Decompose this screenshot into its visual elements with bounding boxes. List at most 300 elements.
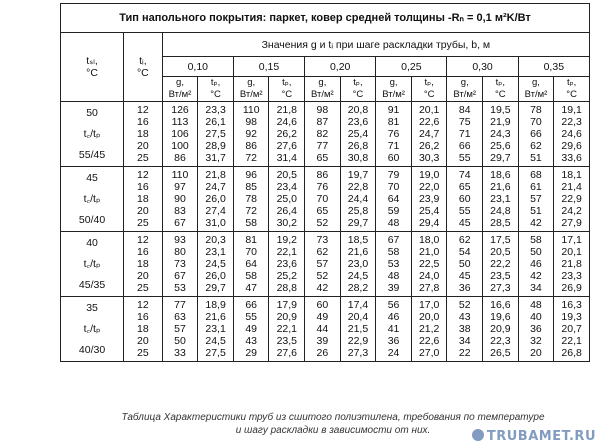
g-value: 50 bbox=[458, 258, 471, 270]
g-value: 106 bbox=[171, 128, 189, 140]
t-value: 24,3 bbox=[490, 128, 511, 140]
ts-group-cell bbox=[61, 167, 124, 232]
g-value: 79 bbox=[387, 169, 400, 181]
ts-group-cell bbox=[61, 102, 124, 167]
t-stack bbox=[554, 297, 589, 361]
g-value: 100 bbox=[171, 140, 189, 152]
unit-g-unit: Вт/м² bbox=[239, 89, 263, 100]
t-value: 22,1 bbox=[561, 335, 582, 347]
g-value: 32 bbox=[530, 335, 542, 347]
t-value: 26,4 bbox=[276, 205, 297, 217]
g-value: 64 bbox=[387, 193, 400, 205]
table-caption: Таблица Характеристики труб из сшитого полиэтилена, требования по температуре и шагу раскладки в зависимости от них. bbox=[121, 412, 545, 436]
t-values-cell bbox=[411, 232, 447, 297]
spacing-header: 0,25 bbox=[376, 57, 447, 77]
t-value: 18,1 bbox=[561, 169, 582, 181]
t-value: 24,2 bbox=[561, 205, 582, 217]
t-value: 22,6 bbox=[418, 116, 440, 128]
t-values-cell bbox=[198, 232, 234, 297]
g-value: 62 bbox=[530, 140, 542, 152]
t-value: 22,8 bbox=[347, 181, 369, 193]
g-stack bbox=[234, 297, 269, 361]
t-value: 23,5 bbox=[276, 335, 297, 347]
table-row bbox=[61, 167, 590, 232]
g-value: 66 bbox=[458, 140, 471, 152]
tf-label: t꜀/tₚ bbox=[83, 258, 101, 270]
g-value: 74 bbox=[458, 169, 471, 181]
t-value: 24,5 bbox=[205, 335, 226, 347]
g-value: 78 bbox=[530, 104, 542, 116]
t-value: 25,4 bbox=[418, 205, 440, 217]
t-value: 29,7 bbox=[205, 282, 226, 294]
t-value: 27,5 bbox=[205, 347, 226, 359]
unit-g-unit: Вт/м² bbox=[382, 89, 405, 100]
t-value: 23,4 bbox=[276, 181, 297, 193]
g-value: 36 bbox=[530, 323, 542, 335]
t-value: 29,4 bbox=[418, 217, 440, 229]
t-stack bbox=[269, 102, 304, 166]
unit-t-symbol: tₚ, bbox=[566, 77, 577, 88]
unit-t-header bbox=[269, 77, 305, 102]
g-value: 34 bbox=[458, 335, 471, 347]
t-value: 27,8 bbox=[418, 282, 440, 294]
g-value: 51 bbox=[530, 152, 542, 164]
unit-t-unit: °C bbox=[495, 89, 506, 100]
t-stack bbox=[554, 102, 589, 166]
ts-value: 35 bbox=[86, 302, 98, 314]
t-stack bbox=[483, 167, 518, 231]
g-value: 87 bbox=[316, 116, 329, 128]
g-values-cell bbox=[376, 232, 412, 297]
unit-g-unit: Вт/м² bbox=[524, 89, 548, 100]
t-value: 27,0 bbox=[418, 347, 440, 359]
t-value: 24,8 bbox=[490, 205, 511, 217]
t-value: 24,5 bbox=[347, 270, 369, 282]
ti-value: 12 bbox=[137, 104, 149, 116]
t-value: 16,3 bbox=[561, 299, 582, 311]
unit-g-symbol: g, bbox=[389, 77, 398, 88]
ti-value: 20 bbox=[137, 270, 149, 282]
t-value: 26,9 bbox=[561, 282, 582, 294]
g-value: 52 bbox=[458, 299, 471, 311]
g-stack bbox=[234, 232, 269, 296]
t-value: 19,5 bbox=[490, 104, 511, 116]
ratio-value: 40/30 bbox=[78, 344, 106, 356]
g-value: 48 bbox=[530, 299, 542, 311]
g-stack bbox=[376, 297, 411, 361]
unit-g-header bbox=[376, 77, 412, 102]
g-value: 60 bbox=[387, 152, 400, 164]
t-value: 18,5 bbox=[347, 234, 369, 246]
ti-stack bbox=[124, 167, 162, 231]
t-stack bbox=[341, 102, 376, 166]
t-value: 22,3 bbox=[490, 335, 511, 347]
table-row bbox=[61, 102, 590, 167]
g-value: 110 bbox=[242, 104, 260, 116]
tf-label: t꜀/tₚ bbox=[83, 323, 101, 335]
t-value: 23,6 bbox=[276, 258, 297, 270]
g-stack bbox=[163, 167, 198, 231]
g-value: 62 bbox=[316, 246, 329, 258]
t-value: 28,5 bbox=[490, 217, 511, 229]
g-value: 77 bbox=[316, 140, 329, 152]
g-values-cell bbox=[162, 167, 198, 232]
g-value: 58 bbox=[387, 246, 400, 258]
t-value: 29,6 bbox=[561, 140, 582, 152]
g-value: 65 bbox=[458, 181, 471, 193]
t-value: 19,6 bbox=[490, 311, 511, 323]
t-stack bbox=[198, 102, 233, 166]
t-values-cell bbox=[269, 232, 305, 297]
g-value: 58 bbox=[530, 234, 542, 246]
g-value: 57 bbox=[530, 193, 542, 205]
t-stack bbox=[554, 167, 589, 231]
g-value: 45 bbox=[458, 270, 471, 282]
g-value: 53 bbox=[174, 282, 186, 294]
g-value: 55 bbox=[458, 205, 471, 217]
g-value: 64 bbox=[245, 258, 258, 270]
unit-g-header bbox=[233, 77, 269, 102]
t-value: 25,8 bbox=[347, 205, 369, 217]
t-value: 26,0 bbox=[205, 270, 226, 282]
g-value: 67 bbox=[387, 234, 400, 246]
t-value: 29,7 bbox=[490, 152, 511, 164]
g-values-cell bbox=[233, 102, 269, 167]
t-values-cell bbox=[198, 297, 234, 362]
unit-g-header bbox=[305, 77, 341, 102]
t-stack bbox=[412, 102, 447, 166]
ti-stack bbox=[124, 297, 162, 361]
ts-group-cell bbox=[61, 297, 124, 362]
g-values-cell bbox=[162, 297, 198, 362]
t-stack bbox=[412, 297, 447, 361]
g-value: 91 bbox=[387, 104, 400, 116]
ti-value: 16 bbox=[137, 311, 149, 323]
g-value: 29 bbox=[245, 347, 258, 359]
t-value: 28,8 bbox=[276, 282, 297, 294]
g-value: 65 bbox=[316, 152, 329, 164]
ti-header bbox=[124, 33, 163, 102]
t-value: 28,2 bbox=[347, 282, 369, 294]
t-value: 17,5 bbox=[490, 234, 511, 246]
g-value: 63 bbox=[174, 311, 186, 323]
t-value: 21,0 bbox=[418, 246, 440, 258]
g-value: 81 bbox=[245, 234, 258, 246]
t-value: 17,9 bbox=[276, 299, 297, 311]
t-value: 21,4 bbox=[561, 181, 582, 193]
t-value: 26,2 bbox=[276, 128, 297, 140]
t-value: 23,1 bbox=[205, 323, 226, 335]
unit-t-header bbox=[411, 77, 447, 102]
ti-unit: °C bbox=[136, 67, 149, 79]
tf-label: t꜀/tₚ bbox=[83, 193, 101, 205]
g-values-cell bbox=[447, 232, 483, 297]
t-stack bbox=[341, 232, 376, 296]
spacer bbox=[61, 205, 123, 214]
t-value: 30,2 bbox=[276, 217, 297, 229]
t-value: 25,2 bbox=[276, 270, 297, 282]
ti-value: 25 bbox=[137, 152, 149, 164]
g-value: 54 bbox=[458, 246, 471, 258]
g-value: 55 bbox=[245, 311, 258, 323]
g-value: 84 bbox=[458, 104, 471, 116]
g-value: 97 bbox=[174, 181, 186, 193]
g-value: 41 bbox=[387, 323, 400, 335]
g-value: 48 bbox=[387, 270, 400, 282]
g-value: 93 bbox=[174, 234, 186, 246]
ts-value: 45 bbox=[86, 172, 98, 184]
t-value: 20,9 bbox=[490, 323, 511, 335]
ti-stack bbox=[124, 102, 162, 166]
g-stack bbox=[305, 167, 340, 231]
g-values-cell bbox=[376, 102, 412, 167]
t-value: 33,6 bbox=[561, 152, 582, 164]
g-stack bbox=[447, 297, 482, 361]
unit-t-unit: °C bbox=[423, 89, 435, 100]
t-value: 20,4 bbox=[347, 311, 369, 323]
g-values-cell bbox=[305, 232, 341, 297]
spec-table-sheet bbox=[60, 3, 590, 362]
ti-values-cell bbox=[124, 102, 163, 167]
g-value: 24 bbox=[387, 347, 400, 359]
t-values-cell bbox=[269, 167, 305, 232]
g-value: 39 bbox=[387, 282, 400, 294]
ti-value: 18 bbox=[137, 128, 149, 140]
t-value: 27,3 bbox=[347, 347, 369, 359]
spacing-header: 0,20 bbox=[305, 57, 376, 77]
t-values-cell bbox=[554, 102, 590, 167]
t-values-cell bbox=[269, 297, 305, 362]
t-value: 21,8 bbox=[205, 169, 226, 181]
g-value: 50 bbox=[530, 246, 542, 258]
unit-t-symbol: tₚ, bbox=[282, 77, 292, 88]
g-value: 68 bbox=[530, 169, 542, 181]
t-value: 18,6 bbox=[490, 169, 511, 181]
g-value: 82 bbox=[316, 128, 329, 140]
g-values-cell bbox=[518, 102, 554, 167]
unit-g-header bbox=[518, 77, 554, 102]
g-value: 67 bbox=[174, 217, 186, 229]
unit-g-unit: Вт/м² bbox=[453, 89, 477, 100]
ti-value: 25 bbox=[137, 347, 149, 359]
t-stack bbox=[554, 232, 589, 296]
g-value: 58 bbox=[245, 270, 258, 282]
g-stack bbox=[519, 167, 554, 231]
g-stack bbox=[447, 232, 482, 296]
t-stack bbox=[269, 167, 304, 231]
g-value: 80 bbox=[174, 246, 186, 258]
g-value: 73 bbox=[316, 234, 329, 246]
g-value: 42 bbox=[530, 270, 542, 282]
g-value: 57 bbox=[316, 258, 329, 270]
unit-g-unit: Вт/м² bbox=[168, 89, 192, 100]
t-values-cell bbox=[198, 102, 234, 167]
t-value: 19,2 bbox=[276, 234, 297, 246]
t-value: 21,9 bbox=[490, 116, 511, 128]
g-value: 43 bbox=[458, 311, 471, 323]
t-value: 20,5 bbox=[490, 246, 511, 258]
ts-symbol: tₛₗ, bbox=[86, 55, 98, 67]
t-value: 20,1 bbox=[418, 104, 440, 116]
t-value: 31,0 bbox=[205, 217, 226, 229]
t-value: 27,4 bbox=[205, 205, 226, 217]
t-value: 20,9 bbox=[276, 311, 297, 323]
g-value: 49 bbox=[245, 323, 258, 335]
g-value: 36 bbox=[387, 335, 400, 347]
g-stack bbox=[305, 232, 340, 296]
t-value: 26,0 bbox=[205, 193, 226, 205]
t-value: 21,5 bbox=[347, 323, 369, 335]
spacer bbox=[61, 314, 123, 323]
t-value: 17,1 bbox=[561, 234, 582, 246]
ti-value: 12 bbox=[137, 299, 149, 311]
t-value: 23,6 bbox=[347, 116, 369, 128]
g-value: 22 bbox=[458, 347, 471, 359]
t-value: 24,7 bbox=[205, 181, 226, 193]
g-stack bbox=[305, 102, 340, 166]
unit-t-unit: °C bbox=[352, 89, 364, 100]
g-value: 47 bbox=[245, 282, 258, 294]
ratio-value: 45/35 bbox=[78, 279, 106, 291]
t-value: 21,8 bbox=[276, 104, 297, 116]
unit-g-header bbox=[162, 77, 198, 102]
g-value: 36 bbox=[458, 282, 471, 294]
t-value: 21,2 bbox=[418, 323, 440, 335]
g-value: 81 bbox=[387, 116, 400, 128]
g-stack bbox=[519, 232, 554, 296]
t-value: 27,3 bbox=[490, 282, 511, 294]
watermark-text: TRUBAMET.RU bbox=[486, 429, 596, 444]
spec-table bbox=[60, 3, 590, 362]
t-stack bbox=[198, 297, 233, 361]
t-value: 22,9 bbox=[561, 193, 582, 205]
g-stack bbox=[376, 167, 411, 231]
t-values-cell bbox=[554, 167, 590, 232]
g-value: 113 bbox=[171, 116, 189, 128]
t-value: 27,6 bbox=[276, 347, 297, 359]
g-value: 60 bbox=[458, 193, 471, 205]
t-stack bbox=[483, 232, 518, 296]
g-values-cell bbox=[233, 167, 269, 232]
unit-t-symbol: tₚ, bbox=[424, 77, 434, 88]
g-values-cell bbox=[518, 167, 554, 232]
g-stack bbox=[163, 232, 198, 296]
g-value: 70 bbox=[387, 181, 400, 193]
g-value: 42 bbox=[316, 282, 329, 294]
t-value: 31,4 bbox=[276, 152, 297, 164]
ratio-value: 50/40 bbox=[78, 214, 106, 226]
spacing-header: 0,15 bbox=[233, 57, 304, 77]
g-value: 76 bbox=[316, 181, 329, 193]
t-value: 23,0 bbox=[347, 258, 369, 270]
g-value: 96 bbox=[245, 169, 258, 181]
t-value: 23,5 bbox=[490, 270, 511, 282]
spacing-header: 0,35 bbox=[518, 57, 589, 77]
unit-g-symbol: g, bbox=[318, 77, 327, 88]
t-value: 18,9 bbox=[205, 299, 226, 311]
t-value: 25,6 bbox=[490, 140, 511, 152]
unit-t-header bbox=[483, 77, 519, 102]
g-value: 52 bbox=[316, 217, 329, 229]
g-value: 46 bbox=[387, 311, 400, 323]
g-values-cell bbox=[376, 167, 412, 232]
g-value: 126 bbox=[171, 104, 189, 116]
unit-t-symbol: tₚ, bbox=[210, 77, 221, 88]
spacer bbox=[61, 270, 123, 279]
ti-value: 25 bbox=[137, 217, 149, 229]
t-value: 17,0 bbox=[418, 299, 440, 311]
g-value: 70 bbox=[245, 246, 258, 258]
unit-g-unit: Вт/м² bbox=[311, 89, 334, 100]
t-value: 24,6 bbox=[561, 128, 582, 140]
g-values-cell bbox=[162, 102, 198, 167]
g-value: 67 bbox=[174, 270, 186, 282]
t-value: 27,9 bbox=[561, 217, 582, 229]
g-value: 86 bbox=[245, 140, 258, 152]
g-value: 86 bbox=[316, 169, 329, 181]
t-stack bbox=[341, 167, 376, 231]
unit-t-header bbox=[198, 77, 234, 102]
ti-value: 20 bbox=[137, 140, 149, 152]
t-value: 17,4 bbox=[347, 299, 369, 311]
t-values-cell bbox=[483, 297, 519, 362]
g-values-cell bbox=[233, 297, 269, 362]
g-stack bbox=[376, 102, 411, 166]
t-values-cell bbox=[411, 102, 447, 167]
g-values-cell bbox=[447, 297, 483, 362]
g-values-cell bbox=[233, 232, 269, 297]
t-values-cell bbox=[340, 167, 376, 232]
ti-values-cell bbox=[124, 232, 163, 297]
g-value: 20 bbox=[530, 347, 542, 359]
ti-value: 18 bbox=[137, 323, 149, 335]
spacer bbox=[61, 119, 123, 128]
t-value: 22,1 bbox=[276, 323, 297, 335]
t-value: 20,0 bbox=[418, 311, 440, 323]
unit-t-header bbox=[554, 77, 590, 102]
g-value: 43 bbox=[245, 335, 258, 347]
g-value: 70 bbox=[530, 116, 542, 128]
g-value: 59 bbox=[387, 205, 400, 217]
t-value: 20,3 bbox=[205, 234, 226, 246]
g-value: 56 bbox=[387, 299, 400, 311]
g-value: 62 bbox=[458, 234, 471, 246]
t-values-cell bbox=[411, 297, 447, 362]
ti-symbol: tᵢ, bbox=[139, 55, 147, 67]
table-title: Тип напольного покрытия: паркет, ковер средней толщины -Rₙ = 0,1 м²K/Вт bbox=[61, 4, 590, 33]
spacer bbox=[61, 249, 123, 258]
t-value: 23,3 bbox=[205, 104, 226, 116]
spacer bbox=[61, 184, 123, 193]
t-value: 26,1 bbox=[205, 116, 226, 128]
g-values-cell bbox=[305, 297, 341, 362]
g-value: 73 bbox=[174, 258, 186, 270]
g-value: 44 bbox=[316, 323, 329, 335]
t-stack bbox=[483, 102, 518, 166]
ti-value: 12 bbox=[137, 169, 149, 181]
t-value: 26,8 bbox=[347, 140, 369, 152]
t-value: 20,8 bbox=[347, 104, 369, 116]
table-row bbox=[61, 232, 590, 297]
ti-value: 16 bbox=[137, 181, 149, 193]
g-value: 39 bbox=[316, 335, 329, 347]
t-stack bbox=[412, 167, 447, 231]
g-value: 52 bbox=[316, 270, 329, 282]
g-value: 78 bbox=[245, 193, 258, 205]
g-value: 61 bbox=[530, 181, 542, 193]
unit-g-symbol: g, bbox=[460, 77, 469, 88]
g-stack bbox=[163, 297, 198, 361]
